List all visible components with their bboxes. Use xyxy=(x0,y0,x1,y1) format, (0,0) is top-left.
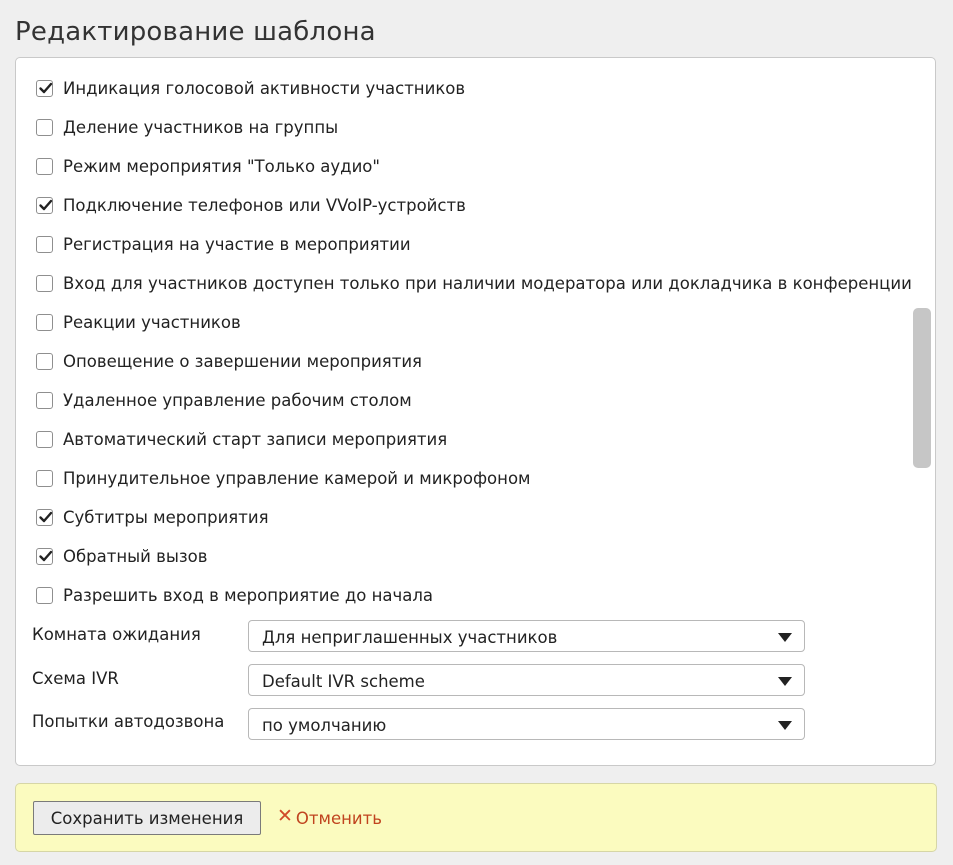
option-label: Реакции участников xyxy=(63,312,241,332)
option-label: Режим мероприятия "Только аудио" xyxy=(63,156,380,176)
action-bar xyxy=(15,783,937,852)
checkbox[interactable] xyxy=(36,80,53,97)
waiting-room-label: Комната ожидания xyxy=(32,625,201,644)
select-value: Default IVR scheme xyxy=(262,672,425,691)
dropdown-arrow-icon xyxy=(778,677,792,686)
checkbox[interactable] xyxy=(36,470,53,487)
option-force-av-control[interactable] xyxy=(36,465,531,491)
option-label: Подключение телефонов или VVoIP-устройств xyxy=(63,195,466,215)
option-label: Регистрация на участие в мероприятии xyxy=(63,234,411,254)
close-icon: ✕ xyxy=(277,805,293,827)
save-button[interactable]: Сохранить изменения xyxy=(33,801,261,835)
select-value: по умолчанию xyxy=(262,716,387,735)
checkbox[interactable] xyxy=(36,353,53,370)
checkbox[interactable] xyxy=(36,275,53,292)
option-label: Субтитры мероприятия xyxy=(63,507,269,527)
redial-attempts-select[interactable] xyxy=(248,708,805,740)
checkbox[interactable] xyxy=(36,158,53,175)
option-subtitles[interactable] xyxy=(36,504,269,530)
option-voice-activity[interactable] xyxy=(36,75,465,101)
option-label: Деление участников на группы xyxy=(63,117,339,137)
option-moderator-required[interactable] xyxy=(36,270,912,296)
option-label: Удаленное управление рабочим столом xyxy=(63,390,412,410)
option-early-entry[interactable] xyxy=(36,582,433,608)
checkbox[interactable] xyxy=(36,509,53,526)
option-label: Индикация голосовой активности участников xyxy=(63,78,466,98)
checkbox[interactable] xyxy=(36,236,53,253)
cancel-link[interactable] xyxy=(277,805,382,828)
cancel-label: Отменить xyxy=(295,809,382,828)
option-groups[interactable] xyxy=(36,114,338,140)
redial-attempts-label: Попытки автодозвона xyxy=(32,712,225,731)
option-callback[interactable] xyxy=(36,543,208,569)
checkbox[interactable] xyxy=(36,431,53,448)
option-label: Обратный вызов xyxy=(63,546,208,566)
dropdown-arrow-icon xyxy=(778,633,792,642)
ivr-scheme-select[interactable] xyxy=(248,664,805,696)
checkbox[interactable] xyxy=(36,392,53,409)
option-end-notification[interactable] xyxy=(36,348,422,374)
option-label: Автоматический старт записи мероприятия xyxy=(63,429,448,449)
page-title: Редактирование шаблона xyxy=(15,17,376,47)
checkbox[interactable] xyxy=(36,197,53,214)
dropdown-arrow-icon xyxy=(778,721,792,730)
option-label: Вход для участников доступен только при наличии модератора или докладчика в конференции xyxy=(63,273,912,293)
select-value: Для неприглашенных участников xyxy=(262,628,558,647)
option-audio-only[interactable] xyxy=(36,153,380,179)
scrollbar-thumb[interactable] xyxy=(913,308,931,468)
option-registration[interactable] xyxy=(36,231,411,257)
option-label: Оповещение о завершении мероприятия xyxy=(63,351,422,371)
option-remote-desktop[interactable] xyxy=(36,387,412,413)
option-reactions[interactable] xyxy=(36,309,241,335)
checkbox[interactable] xyxy=(36,587,53,604)
option-label: Разрешить вход в мероприятие до начала xyxy=(63,585,434,605)
option-auto-record[interactable] xyxy=(36,426,447,452)
checkbox[interactable] xyxy=(36,548,53,565)
waiting-room-select[interactable] xyxy=(248,620,805,652)
option-phones-voip[interactable] xyxy=(36,192,466,218)
option-label: Принудительное управление камерой и микрофоном xyxy=(63,468,531,488)
checkbox[interactable] xyxy=(36,314,53,331)
checkbox[interactable] xyxy=(36,119,53,136)
ivr-scheme-label: Схема IVR xyxy=(32,669,119,688)
